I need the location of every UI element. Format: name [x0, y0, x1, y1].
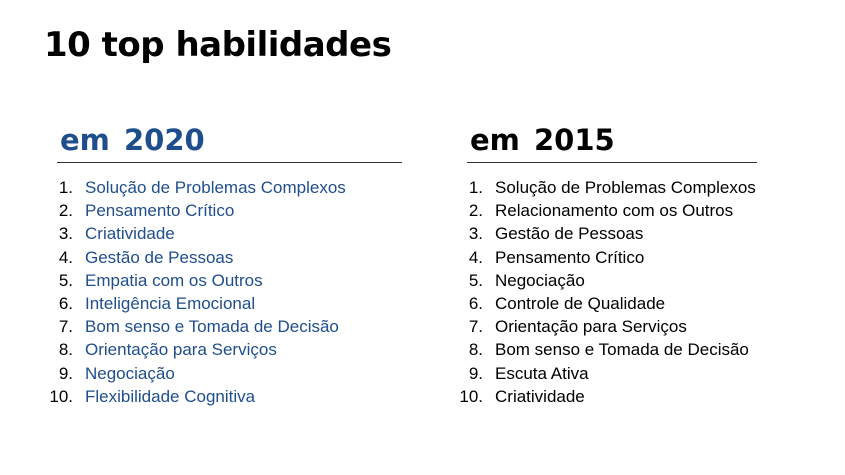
item-label: Solução de Problemas Complexos [85, 178, 346, 197]
item-label: Relacionamento com os Outros [495, 201, 734, 221]
item-number: 2. [58, 201, 73, 221]
item-number: 5. [468, 270, 483, 290]
list-item [57, 292, 402, 315]
item-label: Flexibilidade Cognitiva [85, 386, 256, 406]
column-heading-2020: em 2020 [60, 123, 205, 157]
item-number: 8. [58, 340, 73, 360]
list-item [467, 292, 757, 315]
list-item [467, 246, 757, 269]
item-label: Negociação [495, 270, 585, 290]
heading-divider [57, 162, 402, 163]
list-item [467, 315, 757, 338]
item-number: 1. [468, 178, 483, 197]
item-label: Empatia com os Outros [85, 270, 263, 290]
item-number: 8. [468, 340, 483, 360]
item-label: Negociação [85, 363, 175, 383]
item-number: 1. [58, 178, 73, 197]
skill-list-2020 [49, 176, 402, 408]
item-label: Orientação para Serviços [85, 340, 277, 360]
item-label: Gestão de Pessoas [495, 224, 644, 244]
item-number: 3. [468, 224, 483, 244]
item-label: Bom senso e Tomada de Decisão [495, 340, 749, 360]
heading-divider [467, 162, 757, 163]
item-label: Escuta Ativa [495, 363, 589, 383]
item-number: 4. [58, 247, 73, 267]
list-item [57, 338, 402, 361]
item-number: 10. [49, 386, 73, 406]
list-item [57, 176, 402, 199]
item-number: 7. [58, 317, 73, 337]
item-label: Orientação para Serviços [495, 317, 687, 337]
item-label: Inteligência Emocional [85, 293, 256, 313]
item-number: 7. [468, 317, 483, 337]
column-heading-2015: em 2015 [470, 123, 615, 157]
item-number: 6. [58, 293, 73, 313]
item-label: Criatividade [85, 224, 175, 244]
list-item [49, 385, 402, 408]
list-item [467, 199, 757, 222]
list-item [57, 269, 402, 292]
item-number: 10. [459, 386, 483, 406]
item-label: Pensamento Crítico [495, 247, 645, 267]
item-label: Gestão de Pessoas [85, 247, 234, 267]
item-number: 3. [58, 224, 73, 244]
list-item [467, 362, 757, 385]
item-label: Pensamento Crítico [85, 201, 235, 221]
list-item [467, 222, 757, 245]
item-number: 9. [468, 363, 483, 383]
item-label: Bom senso e Tomada de Decisão [85, 317, 339, 337]
item-label: Solução de Problemas Complexos [495, 178, 756, 197]
column-2015 [459, 123, 757, 408]
list-item [57, 246, 402, 269]
item-number: 4. [468, 247, 483, 267]
list-item [57, 199, 402, 222]
list-item [467, 338, 757, 361]
list-item [467, 269, 757, 292]
list-item [459, 385, 757, 408]
item-label: Controle de Qualidade [495, 293, 666, 313]
column-2020 [49, 123, 402, 408]
list-item [57, 222, 402, 245]
item-label: Criatividade [495, 386, 585, 406]
list-item [467, 176, 757, 199]
list-item [57, 362, 402, 385]
slide-title: 10 top habilidades [44, 25, 392, 65]
item-number: 2. [468, 201, 483, 221]
skill-list-2015 [459, 176, 757, 408]
item-number: 5. [58, 270, 73, 290]
list-item [57, 315, 402, 338]
item-number: 6. [468, 293, 483, 313]
item-number: 9. [58, 363, 73, 383]
